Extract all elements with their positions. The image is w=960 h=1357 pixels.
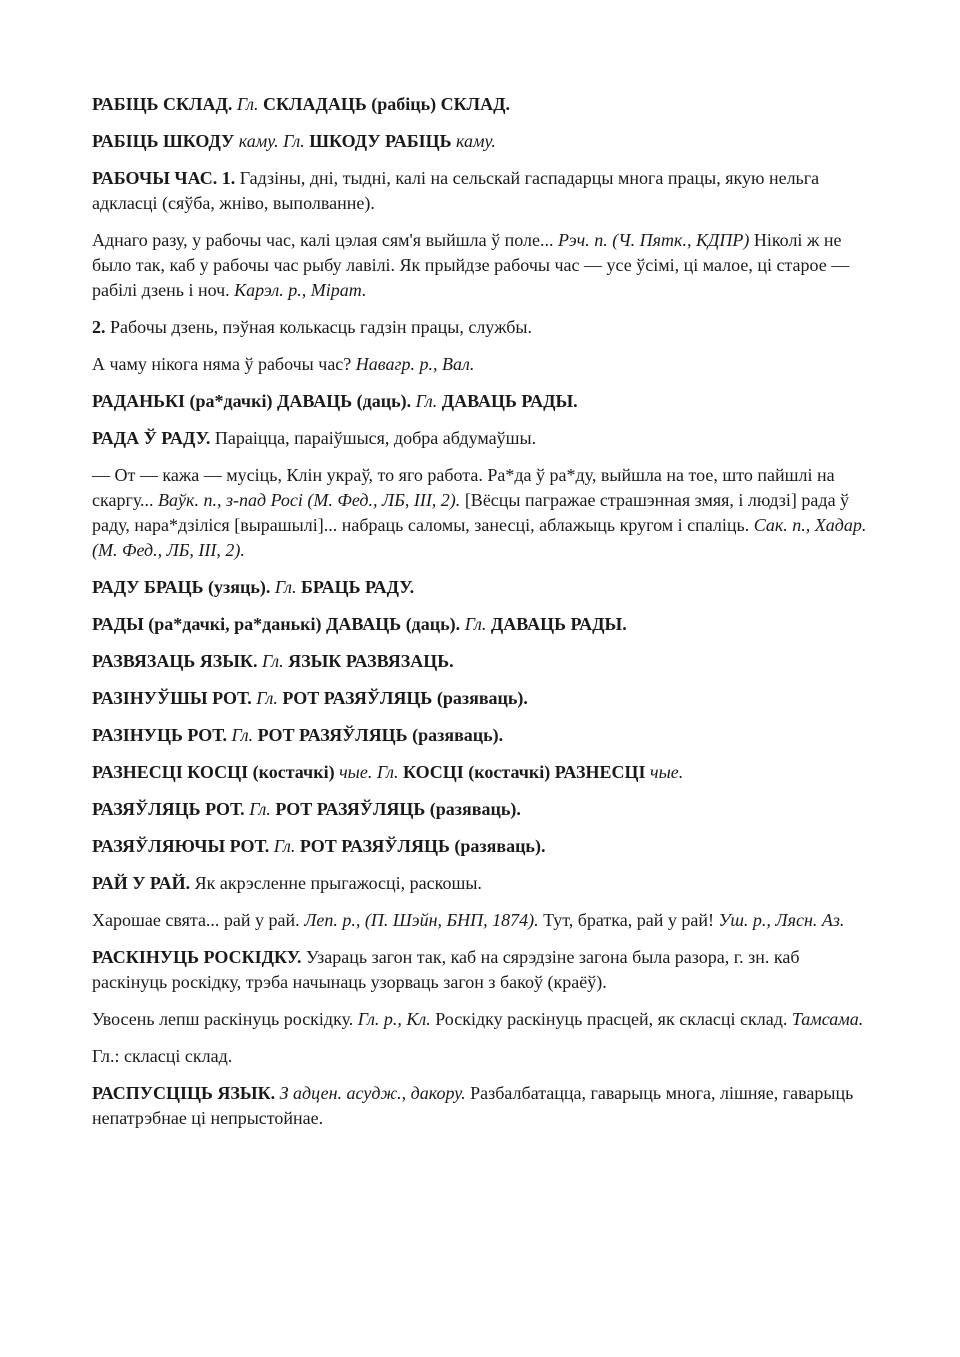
entry-note: З адцен. асудж., дакору. bbox=[279, 1083, 466, 1103]
entry-text: Рабочы дзень, пэўная колькасць гадзін працы, службы. bbox=[105, 317, 533, 337]
entry-headword: РАЗНЕСЦІ КОСЦІ (костачкі) bbox=[92, 762, 335, 782]
entry-text: Ніколі ж не было так, каб у рабочы час рыбу лавілі. Як прыйдзе рабочы час — усе ўсімі, ці малое, ці старое — рабілі дзень і ноч. bbox=[92, 230, 850, 300]
entry-note: каму. bbox=[456, 131, 496, 151]
dictionary-paragraph bbox=[92, 723, 870, 748]
entry-note: Тамсама. bbox=[791, 1009, 864, 1029]
entry-headword: РАДУ БРАЦЬ (узяць). bbox=[92, 577, 271, 597]
entry-note: чые. Гл. bbox=[339, 762, 399, 782]
entry-headword: ЯЗЫК РАЗВЯЗАЦЬ. bbox=[288, 651, 454, 671]
dictionary-paragraph bbox=[92, 352, 870, 377]
entry-text: Разбалбатацца, гаварыць многа, лішняе, гаварыць непатрэбнае ці непрыстойнае. bbox=[92, 1083, 854, 1128]
entry-note: Карэл. р., Мірат. bbox=[234, 280, 367, 300]
entry-headword: КОСЦІ (костачкі) РАЗНЕСЦІ bbox=[402, 762, 646, 782]
entry-note: Гл. bbox=[273, 836, 296, 856]
dictionary-paragraph bbox=[92, 834, 870, 859]
entry-headword: РАДАНЬКІ (ра*дачкі) ДАВАЦЬ (даць). bbox=[92, 391, 412, 411]
entry-note: Ваўк. п., з-пад Росі (М. Фед., ЛБ, III, 2). bbox=[158, 490, 461, 510]
entry-headword: ШКОДУ РАБІЦЬ bbox=[309, 131, 452, 151]
dictionary-paragraph bbox=[92, 908, 870, 933]
entry-headword: РАСКІНУЦЬ РОСКІДКУ. bbox=[92, 947, 302, 967]
entry-note: Уш. р., Лясн. Аз. bbox=[718, 910, 845, 930]
entry-note: Навагр. р., Вал. bbox=[355, 354, 475, 374]
entry-headword: РАБОЧЫ ЧАС. 1. bbox=[92, 168, 236, 188]
dictionary-paragraph bbox=[92, 871, 870, 896]
dictionary-paragraph bbox=[92, 649, 870, 674]
entry-headword: РАЙ У РАЙ. bbox=[92, 873, 191, 893]
entry-note: чые. bbox=[650, 762, 684, 782]
dictionary-paragraph bbox=[92, 228, 870, 303]
entry-headword: 2. bbox=[92, 317, 106, 337]
entry-headword: РАЗЯЎЛЯЮЧЫ РОТ. bbox=[92, 836, 270, 856]
dictionary-paragraph bbox=[92, 92, 870, 117]
dictionary-paragraph bbox=[92, 945, 870, 995]
entry-headword: РАБІЦЬ ШКОДУ bbox=[92, 131, 235, 151]
entry-note: Гл. bbox=[274, 577, 297, 597]
entry-text: Аднаго разу, у рабочы час, калі цэлая сям'я выйшла ў поле... bbox=[92, 230, 558, 250]
entry-text: Гадзіны, дні, тыдні, калі на сельскай гаспадарцы многа працы, якую нельга адкласці (сяўба, жніво, выполванне). bbox=[92, 168, 820, 213]
entry-headword: РОТ РАЗЯЎЛЯЦЬ (разяваць). bbox=[275, 799, 521, 819]
dictionary-paragraph bbox=[92, 760, 870, 785]
entry-note: Гл. bbox=[464, 614, 487, 634]
entry-headword: ДАВАЦЬ РАДЫ. bbox=[441, 391, 578, 411]
dictionary-paragraph bbox=[92, 1044, 870, 1069]
entry-note: Гл. bbox=[249, 799, 271, 819]
entry-note: Гл. bbox=[256, 688, 278, 708]
entry-headword: РАЗІНУЦЬ РОТ. bbox=[92, 725, 227, 745]
dictionary-paragraph bbox=[92, 166, 870, 216]
entry-text: Як акрэсленне прыгажосці, раскошы. bbox=[190, 873, 482, 893]
entry-text: Гл.: скласці склад. bbox=[92, 1046, 233, 1066]
entry-headword: РОТ РАЗЯЎЛЯЦЬ (разяваць). bbox=[299, 836, 546, 856]
entry-headword: РАБІЦЬ СКЛАД. bbox=[92, 94, 233, 114]
entry-note: Сак. п., Хадар. (М. Фед., ЛБ, III, 2). bbox=[92, 515, 867, 560]
entry-headword: РОТ РАЗЯЎЛЯЦЬ (разяваць). bbox=[257, 725, 504, 745]
dictionary-paragraph bbox=[92, 1081, 870, 1131]
entry-headword: СКЛАДАЦЬ (рабіць) СКЛАД. bbox=[262, 94, 510, 114]
entry-text: — От — кажа — мусіць, Клін украў, то яго работа. Ра*да ў ра*ду, выйшла на тое, што пайшлі на скаргу... bbox=[92, 465, 835, 510]
entry-headword: РАЗВЯЗАЦЬ ЯЗЫК. bbox=[92, 651, 258, 671]
entry-text: Увосень лепш раскінуць роскідку. bbox=[92, 1009, 358, 1029]
entry-note: Гл. bbox=[231, 725, 254, 745]
entry-text: А чаму нікога няма ў рабочы час? bbox=[92, 354, 356, 374]
dictionary-paragraph bbox=[92, 463, 870, 563]
entry-headword: РАДА Ў РАДУ. bbox=[92, 428, 211, 448]
entry-text: Тут, братка, рай у рай! bbox=[538, 910, 719, 930]
entry-headword: РАСПУСЦІЦЬ ЯЗЫК. bbox=[92, 1083, 276, 1103]
entry-text: Параіцца, параіўшыся, добра абдумаўшы. bbox=[210, 428, 537, 448]
entry-note: Гл. bbox=[261, 651, 284, 671]
entry-headword: БРАЦЬ РАДУ. bbox=[301, 577, 415, 597]
dictionary-paragraph bbox=[92, 797, 870, 822]
entry-headword: РОТ РАЗЯЎЛЯЦЬ (разяваць). bbox=[282, 688, 528, 708]
dictionary-paragraph bbox=[92, 389, 870, 414]
dictionary-paragraph bbox=[92, 612, 870, 637]
entry-note: Рэч. п. (Ч. Пятк., КДПР) bbox=[558, 230, 750, 250]
entry-text: Харошае свята... рай у рай. bbox=[92, 910, 305, 930]
entry-text: Узараць загон так, каб на сярэдзіне загона была разора, г. зн. каб раскінуць роскідку, трэба начынаць узорваць загон з бакоў (краёў). bbox=[92, 947, 800, 992]
dictionary-paragraph bbox=[92, 426, 870, 451]
entry-text: Роскідку раскінуць прасцей, як скласці склад. bbox=[430, 1009, 792, 1029]
entry-text: [Вёсцы пагражае страшэнная змяя, і людзі] рада ў раду, нара*дзіліся [вырашылі]... набраць саломы, занесці, аблажыць кругом і спаліць. bbox=[92, 490, 850, 535]
entry-note: Гл. р., Кл. bbox=[357, 1009, 431, 1029]
entry-note: каму. Гл. bbox=[238, 131, 305, 151]
dictionary-paragraph bbox=[92, 315, 870, 340]
entry-note: Леп. р., (П. Шэйн, БНП, 1874). bbox=[304, 910, 539, 930]
dictionary-paragraph bbox=[92, 129, 870, 154]
entry-headword: ДАВАЦЬ РАДЫ. bbox=[490, 614, 627, 634]
dictionary-paragraph bbox=[92, 575, 870, 600]
entry-headword: РАДЫ (ра*дачкі, ра*данькі) ДАВАЦЬ (даць). bbox=[92, 614, 461, 634]
dictionary-paragraph bbox=[92, 1007, 870, 1032]
entry-note: Гл. bbox=[236, 94, 259, 114]
entry-headword: РАЗЯЎЛЯЦЬ РОТ. bbox=[92, 799, 245, 819]
entry-headword: РАЗІНУЎШЫ РОТ. bbox=[92, 688, 252, 708]
entry-note: Гл. bbox=[415, 391, 438, 411]
dictionary-paragraph bbox=[92, 686, 870, 711]
